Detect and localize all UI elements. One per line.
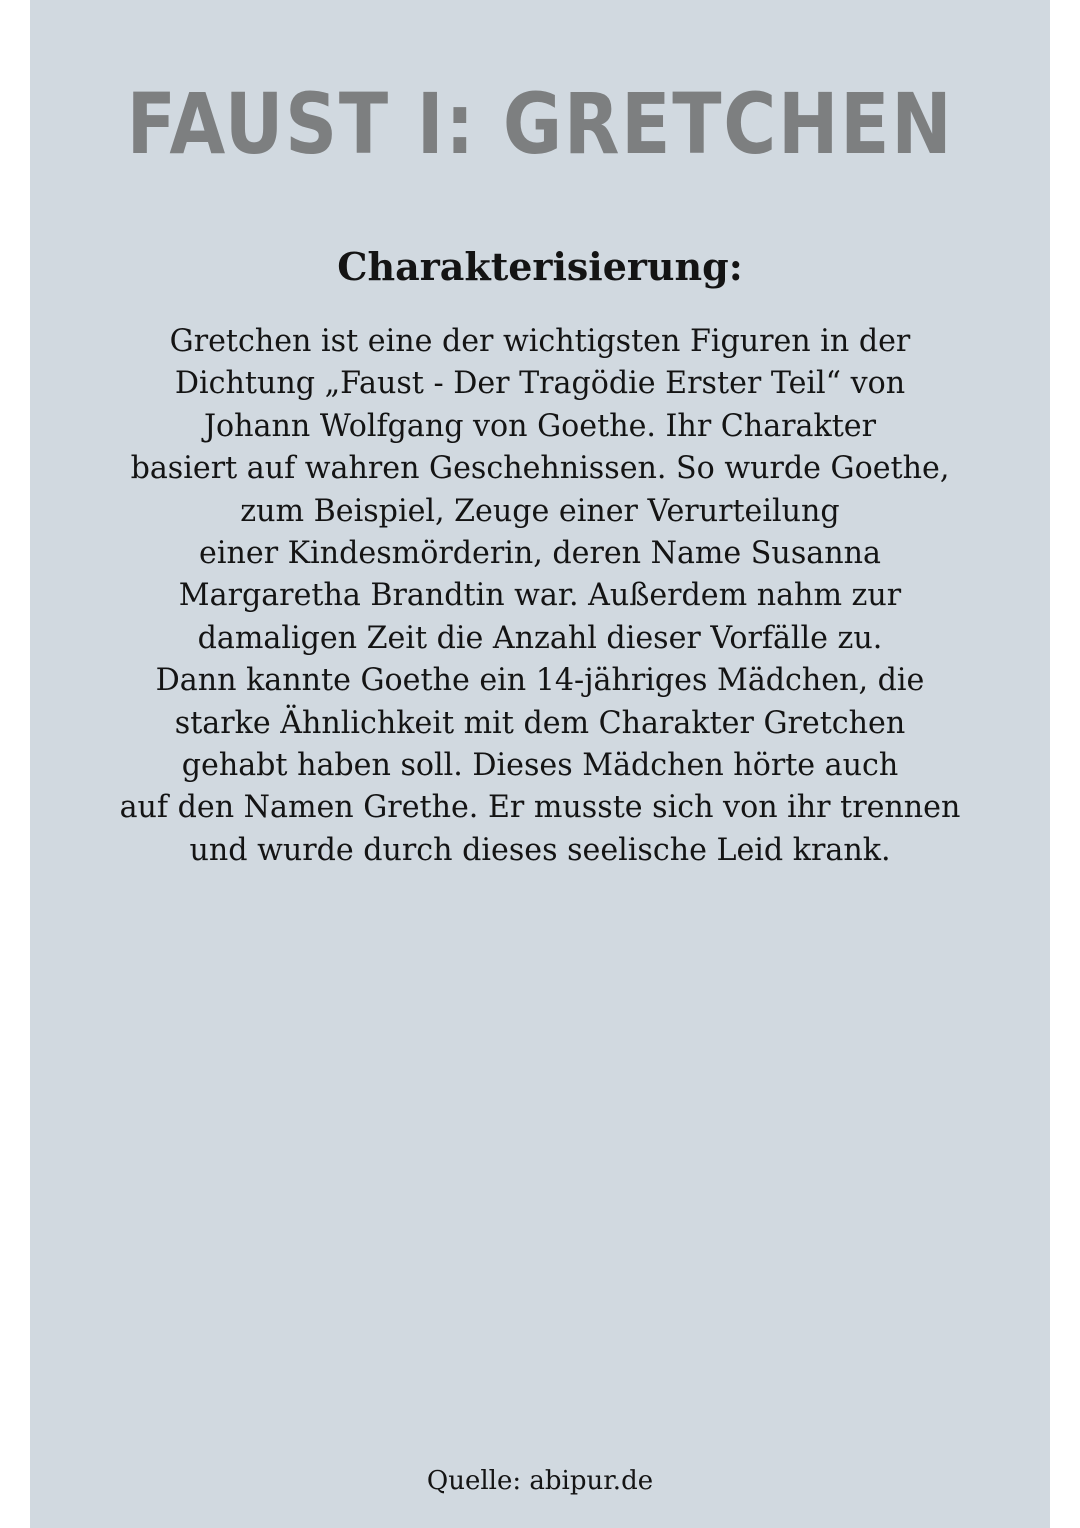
body-line: auf den Namen Grethe. Er musste sich von ihr trennen: [119, 789, 961, 826]
document-page: [30, 0, 1050, 1528]
body-line: gehabt haben soll. Dieses Mädchen hörte auch: [181, 747, 899, 784]
body-line: Dichtung „Faust - Der Tragödie Erster Teil“ von: [174, 365, 906, 402]
body-line: Margaretha Brandtin war. Außerdem nahm zur: [178, 577, 902, 614]
body-line: basiert auf wahren Geschehnissen. So wurde Goethe,: [130, 450, 950, 487]
body-line: starke Ähnlichkeit mit dem Charakter Gretchen: [174, 704, 906, 741]
body-paragraph: [30, 320, 1050, 871]
page-title: FAUST I: GRETCHEN: [126, 75, 954, 173]
body-line: damaligen Zeit die Anzahl dieser Vorfälle zu.: [197, 619, 883, 656]
body-line: Dann kannte Goethe ein 14-jähriges Mädchen, die: [155, 662, 925, 699]
body-line: und wurde durch dieses seelische Leid krank.: [189, 831, 891, 868]
section-heading: Charakterisierung:: [337, 244, 743, 289]
body-line: einer Kindesmörderin, deren Name Susanna: [199, 535, 881, 572]
body-line: Gretchen ist eine der wichtigsten Figuren in der: [169, 323, 911, 359]
source-credit: Quelle: abipur.de: [426, 1466, 654, 1496]
body-line: Johann Wolfgang von Goethe. Ihr Charakter: [203, 407, 877, 444]
body-line: zum Beispiel, Zeuge einer Verurteilung: [240, 492, 840, 529]
